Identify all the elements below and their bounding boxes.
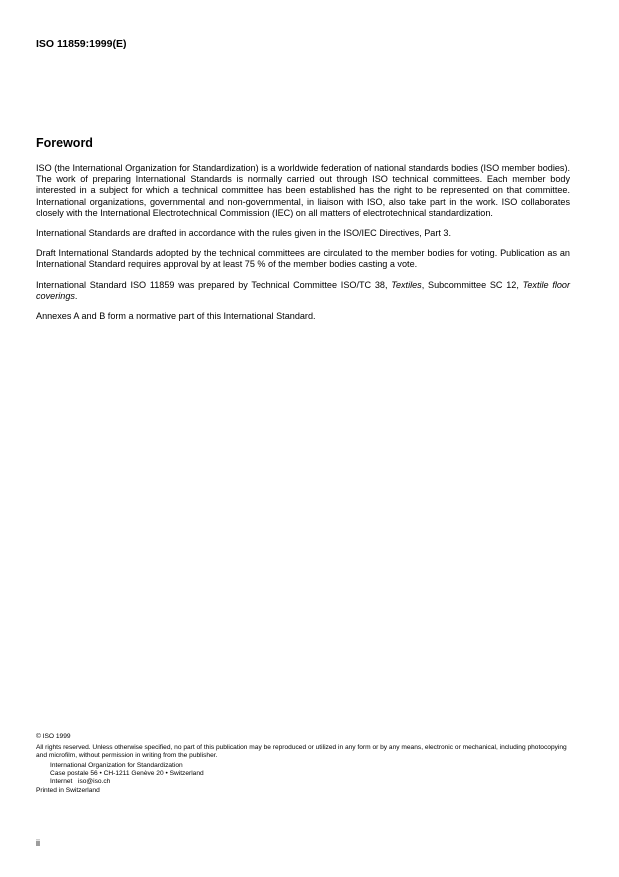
- foreword-body: [36, 163, 570, 331]
- paragraph-voting: Draft International Standards adopted by the technical committees are circulated to the member bodies for voting. Publication as an International Standard requires approval by at least 75 % of the member bodies casting a vote.: [36, 248, 570, 270]
- paragraph-annexes: Annexes A and B form a normative part of this International Standard.: [36, 311, 316, 322]
- paragraph-directives: International Standards are drafted in accordance with the rules given in the ISO/IEC Directives, Part 3.: [36, 228, 451, 239]
- copyright-notice: © ISO 1999: [36, 733, 71, 740]
- paragraph-prepared-by: [36, 280, 570, 302]
- printed-in: Printed in Switzerland: [36, 787, 100, 795]
- section-title: Foreword: [36, 136, 93, 150]
- rights-statement: All rights reserved. Unless otherwise specified, no part of this publication may be reproduced or utilized in any form or by any means, electronic or mechanical, including photocopying and microfilm, without permission in writing from the publisher.: [36, 744, 567, 760]
- org-internet: [36, 778, 576, 786]
- tc-name: Textiles: [391, 279, 422, 290]
- page-number: ii: [36, 838, 40, 848]
- prepared-by-middle: , Subcommittee SC 12,: [421, 279, 523, 290]
- internet-label: Internet: [50, 778, 73, 786]
- copyright-footer: [36, 733, 576, 795]
- sc-name: Textile floor coverings: [36, 279, 571, 301]
- org-name: International Organization for Standardization: [50, 761, 183, 769]
- document-id: ISO 11859:1999(E): [36, 38, 127, 50]
- email-link[interactable]: iso@iso.ch: [78, 778, 111, 786]
- paragraph-iso-intro: ISO (the International Organization for Standardization) is a worldwide federation of national standards bodies (ISO member bodies). The work of preparing International Standards is normally carried out through ISO technical committees. Each member body interested in a subject for which a technical committee has been established has the right to be represented on that committee. International organizations, governmental and non-governmental, in liaison with ISO, also take part in the work. ISO collaborates closely with the International Electrotechnical Commission (IEC) on all matters of electrotechnical standardization.: [36, 163, 570, 218]
- prepared-by-suffix: .: [74, 290, 78, 301]
- prepared-by-prefix: International Standard ISO 11859 was prepared by Technical Committee ISO/TC 38,: [36, 279, 392, 290]
- org-address: Case postale 56 • CH-1211 Genève 20 • Switzerland: [50, 769, 204, 777]
